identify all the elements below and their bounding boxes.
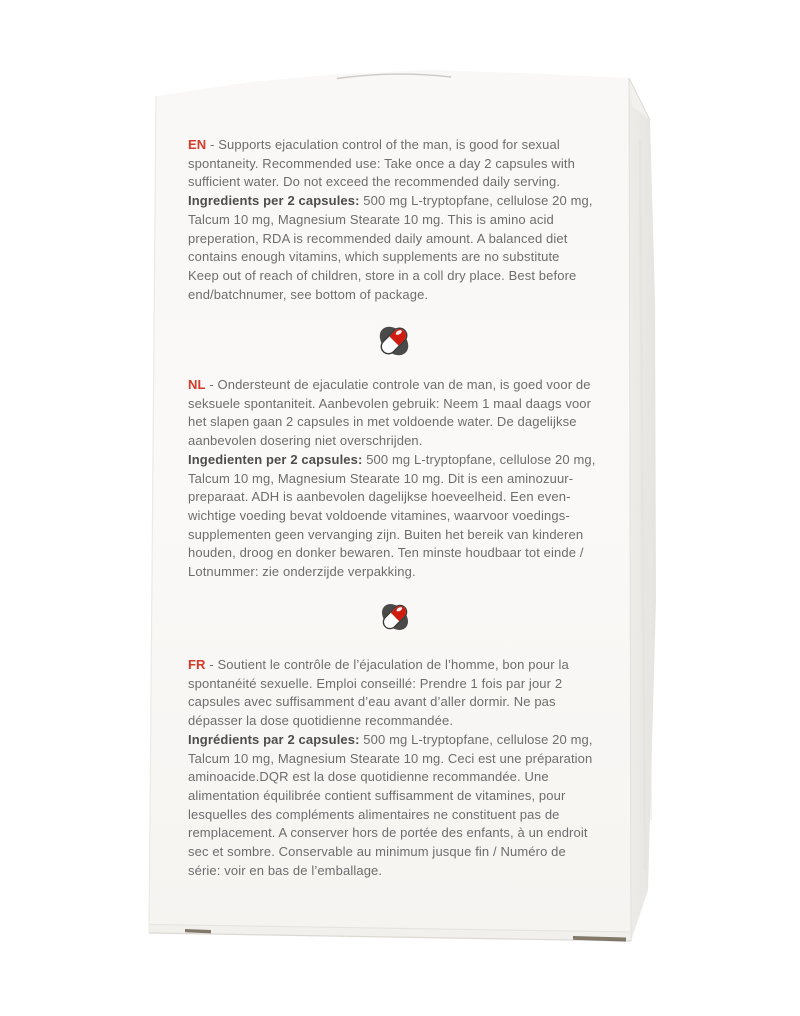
capsule-logo-icon [370,318,418,364]
body-text: end/batchnumer, see bottom of package. [188,286,429,302]
body-text: wichtige voeding bevat voldoende vitamines, waarvoor voedings- [188,507,570,523]
body-text: Talcum 10 mg, Magnesium Stearate 10 mg. Dit is een aminozuur- [188,470,574,486]
body-text: - Soutient le contrôle de l’éjaculation de l’homme, bon pour la [205,657,569,672]
body-text-line [188,286,608,305]
body-text: Talcum 10 mg, Magnesium Stearate 10 mg. Ceci est une préparation [188,750,593,766]
body-text-line [188,675,608,694]
body-text: aanbevolen dosering niet overschrijden. [188,433,423,449]
body-text-line [188,267,608,286]
body-text: Keep out of reach of children, store in a coll dry place. Best before [188,267,577,283]
language-code: FR [188,657,206,672]
body-text: série: voir en bas de l’emballage. [188,862,383,878]
body-text: sufficient water. Do not exceed the recommended daily serving. [188,174,561,190]
body-text: aminoacide.DQR est la dose quotidienne recommandée. Une [188,769,549,785]
body-text: 500 mg L-tryptopfane, cellulose 20 mg, [359,731,593,747]
body-text-line [188,544,608,563]
body-text-line [188,432,608,451]
body-text: sec et sombre. Conservable au minimum jusque fin / Numéro de [188,844,566,860]
body-text-line [188,731,608,750]
ingredients-label: Ingredients per 2 capsules: [188,193,360,209]
body-text: capsules avec suffisamment d’eau avant d’aller dormir. Ne pas [188,694,556,710]
language-section-en [188,136,608,304]
body-text-line [188,824,608,843]
body-text: spontaneity. Recommended use: Take once a day 2 capsules with [188,155,575,171]
body-text-line [188,192,608,211]
ingredients-label: Ingedienten per 2 capsules: [188,451,363,467]
body-text: - Ondersteunt de ejaculatie controle van de man, is goed voor de [205,377,591,392]
body-text-line [188,526,608,545]
body-text-line [188,563,608,582]
body-text-line [188,470,608,489]
body-text: seksuele spontaniteit. Aanbevolen gebruik: Neem 1 maal daags voor [188,395,592,411]
body-text-line [188,750,608,769]
body-text-line [188,211,608,230]
body-text: 500 mg L-tryptopfane, cellulose 20 mg, [362,451,596,467]
body-text-line [188,395,608,414]
body-text-line [188,413,608,432]
body-text-line [188,507,608,526]
body-text-line [188,806,608,825]
body-text: dépasser la dose quotidienne recommandée. [188,713,454,729]
body-text-line [188,787,608,806]
body-text-line [188,451,608,470]
body-text: contains enough vitamins, which supplements are no substitute [188,249,560,265]
body-text-line [188,488,608,507]
body-text-line [188,376,608,395]
body-text: preperation, RDA is recommended daily amount. A balanced diet [188,230,568,246]
body-text: lesquelles des compléments alimentaires ne constituent pas de [188,806,560,822]
body-text: spontanéité sexuelle. Emploi conseillé: Prendre 1 fois par jour 2 [188,675,563,691]
body-text-line [188,712,608,731]
body-text-line [188,656,608,675]
body-text: 500 mg L-tryptopfane, cellulose 20 mg, [359,193,593,209]
body-text-line [188,155,608,174]
body-text: houden, droog en donker bewaren. Ten minste houdbaar tot einde / [188,545,584,561]
body-text: alimentation équilibrée contient suffisamment de vitamines, pour [188,787,566,803]
box-side-texture [650,200,651,820]
body-text: Talcum 10 mg, Magnesium Stearate 10 mg. This is amino acid [188,211,554,227]
body-text-line [188,843,608,862]
language-section-fr [188,656,608,880]
body-text: het slapen gaan 2 capsules in met voldoende water. De dagelijkse [188,414,577,430]
language-code: NL [188,377,206,392]
body-text: - Supports ejaculation control of the man, is good for sexual [206,137,560,152]
body-text-line [188,693,608,712]
body-text-line [188,230,608,249]
capsule-logo-icon [373,596,417,638]
body-text: preparaat. ADH is aanbevolen dagelijkse hoeveelheid. Een even- [188,489,571,505]
body-text: supplementen geen vervanging zijn. Buiten het bereik van kinderen [188,526,584,542]
body-text: Lotnummer: zie onderzijde verpakking. [188,564,416,580]
body-text-line [188,173,608,192]
ingredients-label: Ingrédients par 2 capsules: [188,731,360,747]
body-text-line [188,136,608,155]
language-section-nl [188,376,608,582]
body-text: remplacement. A conserver hors de portée des enfants, à un endroit [188,825,588,841]
language-code: EN [188,137,207,152]
body-text-line [188,768,608,787]
body-text-line [188,248,608,267]
body-text-line [188,862,608,881]
